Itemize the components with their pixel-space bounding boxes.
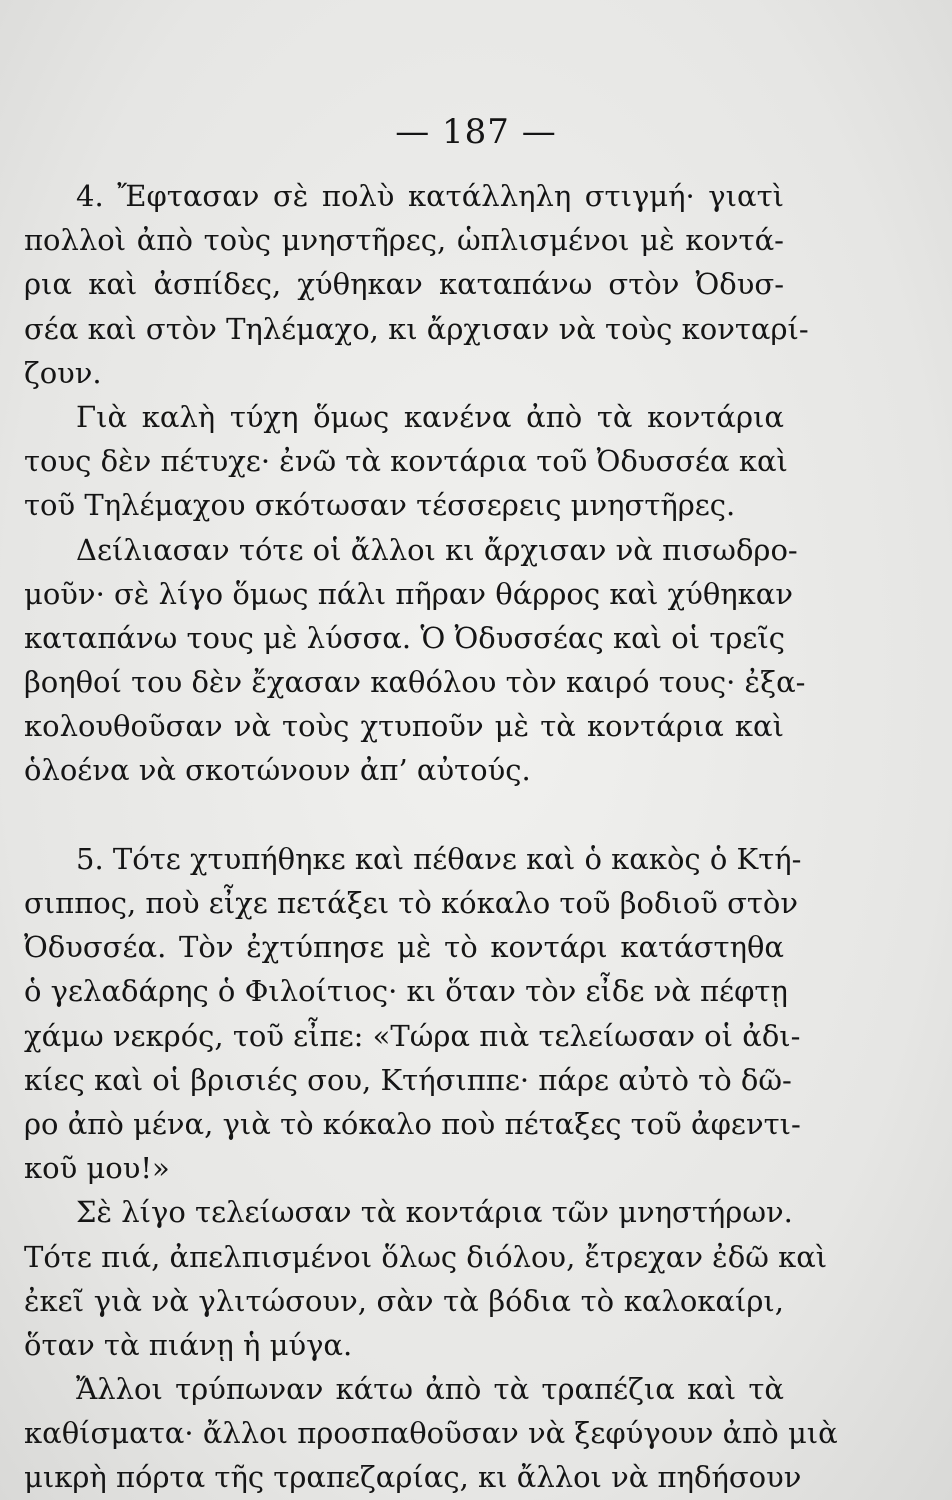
page-number: — 187 — bbox=[395, 112, 557, 152]
text-line: χάμω νεκρός, τοῦ εἶπε: «Τώρα πιὰ τελείωσαν οἱ ἀδι- bbox=[24, 1018, 801, 1053]
text-line: ζουν. bbox=[24, 355, 102, 390]
text-line: ρο ἀπὸ μένα, γιὰ τὸ κόκαλο ποὺ πέταξες τοῦ ἀφεντι- bbox=[24, 1106, 801, 1141]
text-line: σιππος, ποὺ εἶχε πετάξει τὸ κόκαλο τοῦ βοδιοῦ στὸν bbox=[24, 886, 799, 920]
text-line: ἐκεῖ γιὰ νὰ γλιτώσουν, σὰν τὰ βόδια τὸ καλοκαίρι, bbox=[24, 1283, 784, 1318]
text-line: Σὲ λίγο τελείωσαν τὰ κοντάρια τῶν μνηστήρων. bbox=[76, 1195, 793, 1230]
text-line: σέα καὶ στὸν Τηλέμαχο, κι ἄρχισαν νὰ τοὺς κονταρί- bbox=[24, 311, 809, 346]
text-line: τους δὲν πέτυχε· ἐνῶ τὰ κοντάρια τοῦ Ὀδυσσέα καὶ bbox=[24, 444, 788, 479]
text-line: κοῦ μου!» bbox=[24, 1151, 170, 1186]
text-line: μικρὴ πόρτα τῆς τραπεζαρίας, κι ἄλλοι νὰ πηδήσουν bbox=[24, 1460, 802, 1495]
text-line: Δείλιασαν τότε οἱ ἄλλοι κι ἄρχισαν νὰ πισωδρο- bbox=[76, 532, 798, 567]
text-line: ὅταν τὰ πιάνῃ ἡ μύγα. bbox=[24, 1327, 353, 1362]
text-line: Ὀδυσσέα. Τὸν ἐχτύπησε μὲ τὸ κοντάρι κατάστηθα bbox=[24, 930, 784, 965]
text-line: καθίσματα· ἄλλοι προσπαθοῦσαν νὰ ξεφύγουν ἀπὸ μιὰ bbox=[24, 1416, 838, 1451]
text-line: Τότε πιά, ἀπελπισμένοι ὅλως διόλου, ἔτρεχαν ἐδῶ καὶ bbox=[24, 1239, 828, 1274]
text-line: ρια καὶ ἀσπίδες, χύθηκαν καταπάνω στὸν Ὀδυσ- bbox=[24, 267, 784, 302]
text-line: μοῦν· σὲ λίγο ὅμως πάλι πῆραν θάρρος καὶ χύθηκαν bbox=[24, 576, 794, 611]
text-line: 5. Τότε χτυπήθηκε καὶ πέθανε καὶ ὁ κακὸς ὁ Κτή- bbox=[76, 841, 802, 876]
text-line: τοῦ Τηλέμαχου σκότωσαν τέσσερεις μνηστῆρες. bbox=[24, 488, 736, 523]
text-line: 4. Ἔφτασαν σὲ πολὺ κατάλληλη στιγμή· γιατὶ bbox=[76, 179, 784, 213]
text-line: βοηθοί του δὲν ἔχασαν καθόλου τὸν καιρό τους· ἐξα- bbox=[24, 665, 806, 700]
text-line: Ἄλλοι τρύπωναν κάτω ἀπὸ τὰ τραπέζια καὶ τὰ bbox=[76, 1372, 784, 1407]
text-line: ὁ γελαδάρης ὁ Φιλοίτιος· κι ὅταν τὸν εἶδε νὰ πέφτῃ bbox=[24, 974, 788, 1009]
text-line: καταπάνω τους μὲ λύσσα. Ὁ Ὀδυσσέας καὶ οἱ τρεῖς bbox=[24, 620, 786, 655]
text-line: ὁλοένα νὰ σκοτώνουν ἀπ’ αὐτούς. bbox=[24, 753, 531, 788]
text-line: πολλοὶ ἀπὸ τοὺς μνηστῆρες, ὡπλισμένοι μὲ κοντά- bbox=[24, 223, 784, 258]
body-text bbox=[24, 174, 838, 1500]
text-line: κολουθοῦσαν νὰ τοὺς χτυποῦν μὲ τὰ κοντάρια καὶ bbox=[24, 709, 784, 744]
text-line: κίες καὶ οἱ βρισιές σου, Κτήσιππε· πάρε αὐτὸ τὸ δῶ- bbox=[24, 1062, 792, 1097]
text-line: Γιὰ καλὴ τύχη ὅμως κανένα ἀπὸ τὰ κοντάρια bbox=[76, 399, 784, 434]
paragraph-gap bbox=[24, 793, 784, 837]
